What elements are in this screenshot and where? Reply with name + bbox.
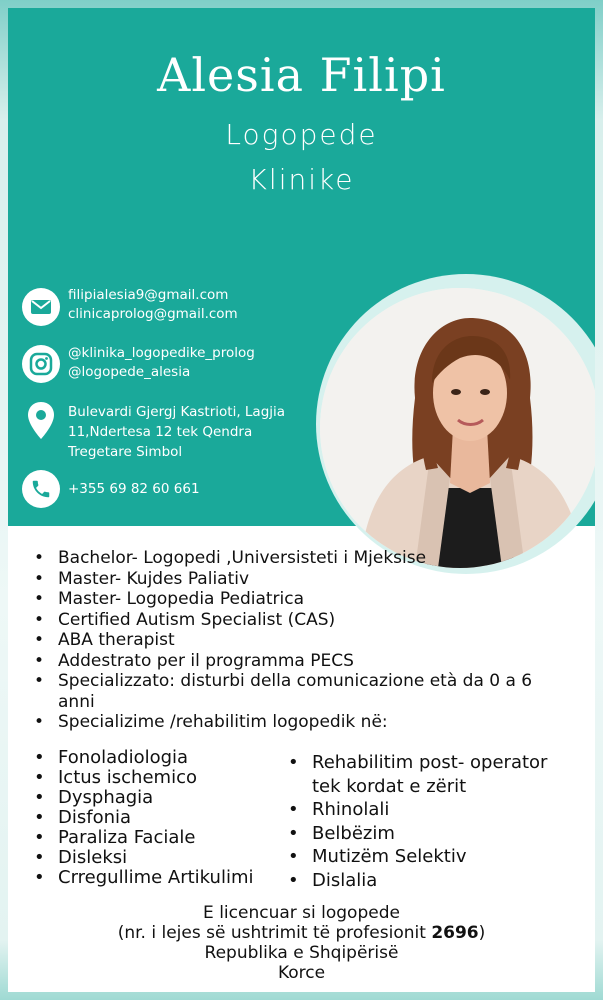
person-name: Alesia Filipi	[157, 48, 446, 102]
list-item: • Disleksi	[34, 848, 294, 868]
list-item: • Specializzato: disturbi della comunicazione età da 0 a 6 anni	[34, 671, 574, 712]
address-line: Tregetare Simbol	[68, 444, 183, 460]
profile-photo	[320, 288, 595, 568]
location-pin-icon	[22, 402, 60, 440]
list-item: • Addestrato per il programma PECS	[34, 651, 574, 672]
mail-icon	[22, 288, 60, 326]
list-item: • Master- Kujdes Paliativ	[34, 569, 574, 590]
list-item: • Rehabilitim post- operator tek kordat e zërit	[288, 751, 578, 798]
list-item: • Master- Logopedia Pediatrica	[34, 589, 574, 610]
instagram-icon	[22, 345, 60, 383]
qualifications-list	[34, 548, 574, 733]
license-text: (nr. i lejes së ushtrimit të profesionit	[117, 923, 432, 943]
license-footer	[8, 903, 595, 983]
email-link[interactable]: filipialesia9@gmail.com	[68, 287, 229, 303]
address-line: 11,Ndertesa 12 tek Qendra	[68, 424, 253, 440]
list-item: • Fonoladiologia	[34, 748, 294, 768]
job-title-line2: Klinike	[248, 163, 355, 196]
instagram-handle[interactable]: @klinika_logopedike_prolog	[68, 345, 255, 361]
list-item: • Bachelor- Logopedi ,Universisteti i Mjeksise	[34, 548, 574, 569]
list-item: • Belbëzim	[288, 822, 578, 846]
phone-icon	[22, 470, 60, 508]
list-item: • Specializime /rehabilitim logopedik në:	[34, 712, 574, 733]
phone-number[interactable]: +355 69 82 60 661	[68, 481, 200, 497]
list-item: • Dysphagia	[34, 788, 294, 808]
profile-card	[8, 8, 595, 992]
list-item: • Mutizëm Selektiv	[288, 845, 578, 869]
address-line: Bulevardi Gjergj Kastrioti, Lagjia	[68, 404, 286, 420]
license-number-line	[8, 923, 595, 943]
job-title-line1: Logopede	[225, 118, 378, 151]
license-number: 2696	[431, 923, 479, 943]
list-item: • Paraliza Faciale	[34, 828, 294, 848]
list-item: • Crregullime Artikulimi	[34, 868, 294, 888]
instagram-handle[interactable]: @logopede_alesia	[68, 364, 191, 380]
country-line: Republika e Shqipërisë	[204, 943, 399, 963]
license-line: E licencuar si logopede	[203, 903, 400, 923]
list-item: • Rhinolali	[288, 798, 578, 822]
list-item: • ABA therapist	[34, 630, 574, 651]
list-item: • Ictus ischemico	[34, 768, 294, 788]
list-item: • Certified Autism Specialist (CAS)	[34, 610, 574, 631]
list-item: • Dislalia	[288, 869, 578, 893]
specializations-left-list	[34, 748, 294, 888]
list-item: • Disfonia	[34, 808, 294, 828]
specializations-right-list	[288, 751, 578, 892]
email-link[interactable]: clinicaprolog@gmail.com	[68, 306, 238, 322]
city-line: Korce	[277, 963, 326, 983]
license-text-end: )	[478, 923, 486, 943]
